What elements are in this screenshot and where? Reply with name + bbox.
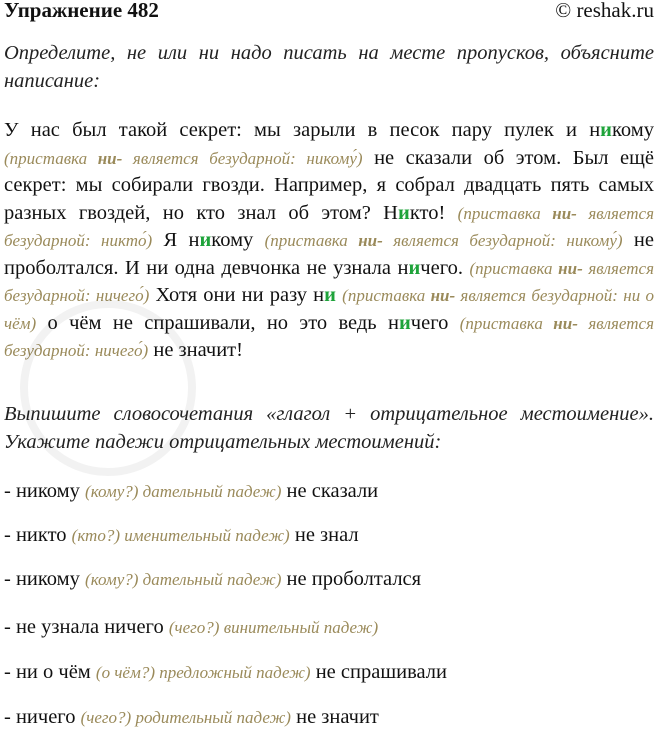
hint: (приставка ни- является безударной: ничего́) — [4, 313, 654, 360]
task-1: Определите, не или ни надо писать на месте пропусков, объясните написание: — [4, 42, 654, 92]
header — [0, 0, 658, 26]
inserted-letter: и — [398, 311, 411, 334]
inserted-letter: и — [199, 229, 212, 251]
inserted-letter: и — [408, 256, 421, 279]
inserted-letter: и — [398, 201, 410, 224]
site-credit[interactable]: © reshak.ru — [555, 0, 654, 22]
answer-text: У нас был такой секрет: мы зарыли в песок пару пулек и никому (приставка ни- является безударной: никому́) не сказали об этом. Был ещё секрет: мы собирали гвозди. Например, я собрал двадцать пять самых разных гвоздей, но кто знал об этом? Никто! (приставка ни- является безударной: никто́) Я никому (приставка ни- является безударной: никому́) не проболтался. И ни одна девчонка не узнала ничего. (приставка ни- является безударной: ничего́) Хотя они ни разу ни (приставка ни- является безударной: ни о чём) о чём не спрашивали, но это ведь ничего (приставка ни- является безударной: ничего́) не значит! — [4, 119, 654, 361]
list-item: - ничего (чего?) родительный падеж) не значит — [4, 706, 379, 728]
hint: (приставка ни- является безударной: ни о чём) — [4, 286, 654, 333]
hint: (приставка ни- является безударной: никому́) — [4, 148, 363, 168]
inserted-letter: и — [600, 119, 612, 141]
hint: (приставка ни- является безударной: никому́) — [264, 231, 623, 250]
list-item: - ни о чём (о чём?) предложный падеж) не спрашивали — [4, 661, 447, 683]
list-item: - никому (кому?) дательный падеж) не сказали — [4, 480, 379, 502]
list-item: - не узнала ничего (чего?) винительный падеж) — [4, 616, 379, 638]
inserted-letter: и — [324, 284, 336, 306]
hint: (приставка ни- является безударной: никто́) — [4, 203, 654, 250]
task-2: Выпишите словосочетания «глагол + отрицательное местоимение». Укажите падежи отрицательных местоимений: — [4, 403, 654, 453]
list-item: - никому (кому?) дательный падеж) не проболтался — [4, 568, 422, 590]
hint: (приставка ни- является безударной: ничего́) — [4, 258, 654, 305]
list-item: - никто (кто?) именительный падеж) не знал — [4, 524, 359, 546]
exercise-title: Упражнение 482 — [4, 0, 159, 22]
